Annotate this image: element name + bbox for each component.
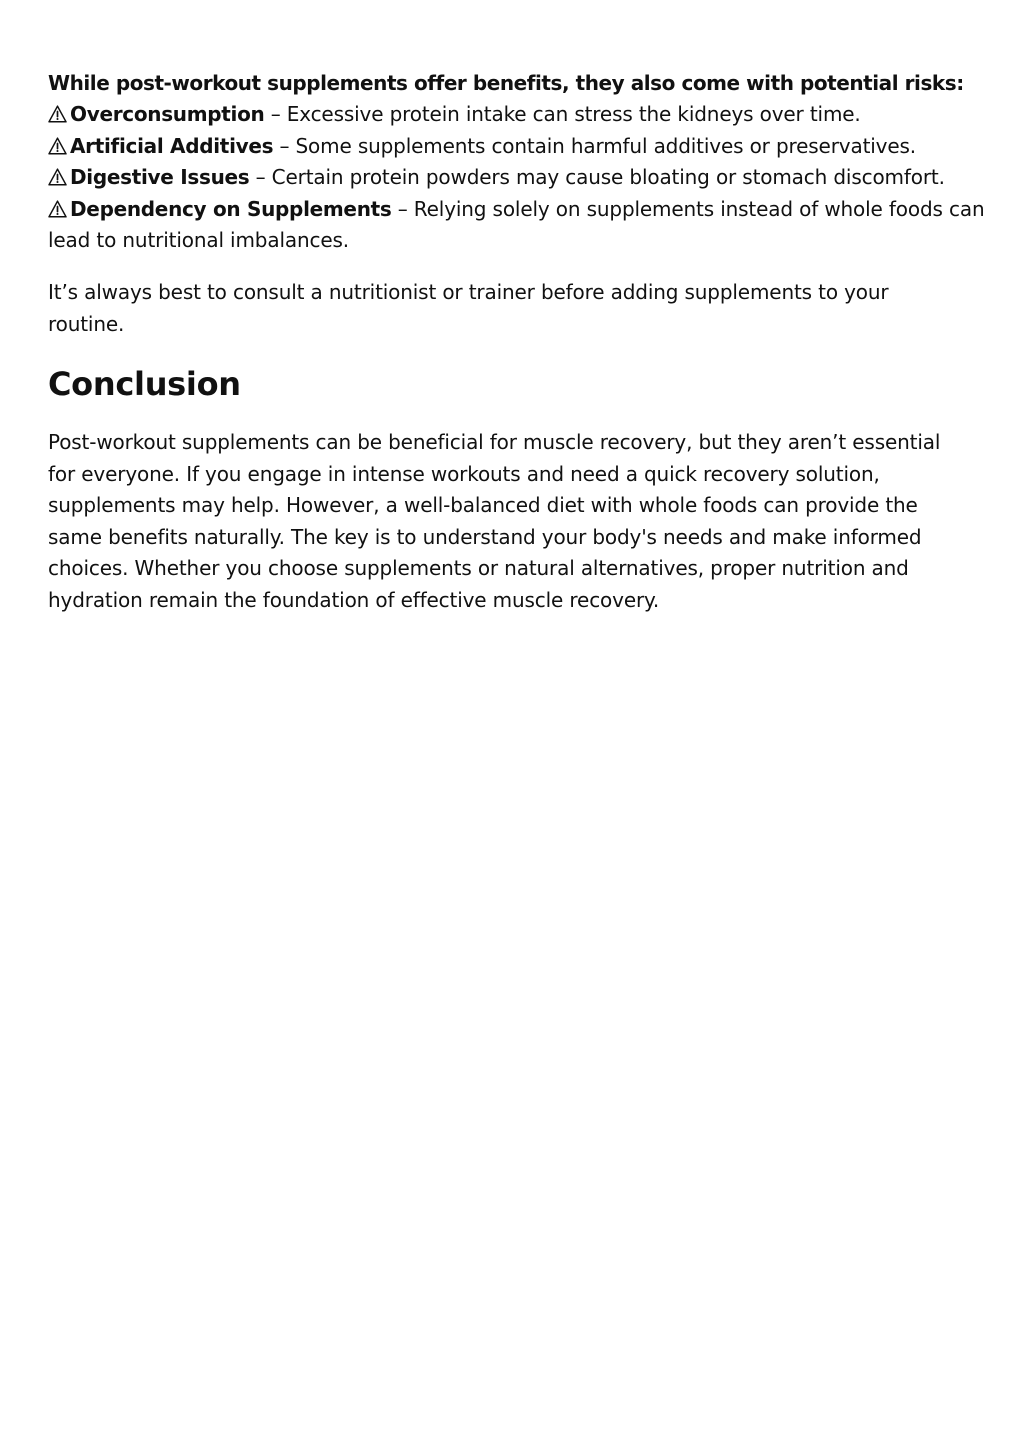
risk-description: – Some supplements contain harmful additives or preservatives. (273, 133, 916, 158)
risk-description: – Excessive protein intake can stress the kidneys over time. (264, 102, 861, 126)
risk-term: Artificial Additives (70, 133, 274, 158)
risk-term: Overconsumption (70, 102, 265, 126)
risk-item-overconsumption (48, 99, 988, 131)
risk-description: – Certain protein powders may cause bloating or stomach discomfort. (249, 165, 945, 189)
warning-icon (48, 168, 70, 186)
risk-term: Dependency on Supplements (70, 196, 392, 221)
risk-description: – Relying solely on supplements instead of whole foods can lead to nutritional imbalances. (48, 196, 985, 252)
risks-intro: While post-workout supplements offer benefits, they also come with potential risks: (48, 71, 964, 95)
risk-term: Digestive Issues (70, 165, 250, 189)
risk-item-digestive-issues (48, 162, 988, 194)
advice-paragraph: It’s always best to consult a nutritionist or trainer before adding supplements to your routine. (48, 280, 889, 336)
risk-item-artificial-additives (48, 131, 988, 163)
warning-icon (48, 137, 70, 155)
conclusion-paragraph: Post-workout supplements can be beneficial for muscle recovery, but they aren’t essential for everyone. If you engage in intense workouts and need a quick recovery solution, supplements may help. However, a well-balanced diet with whole foods can provide the same benefits naturally. The key is to understand your body's needs and make informed choices. Whether you choose supplements or natural alternatives, proper nutrition and hydration remain the foundation of effective muscle recovery. (48, 430, 941, 612)
conclusion-heading: Conclusion (48, 365, 241, 403)
risk-list (48, 99, 988, 257)
warning-icon (48, 105, 70, 123)
risk-item-dependency-on-supplements (48, 194, 988, 257)
warning-icon (48, 200, 70, 218)
